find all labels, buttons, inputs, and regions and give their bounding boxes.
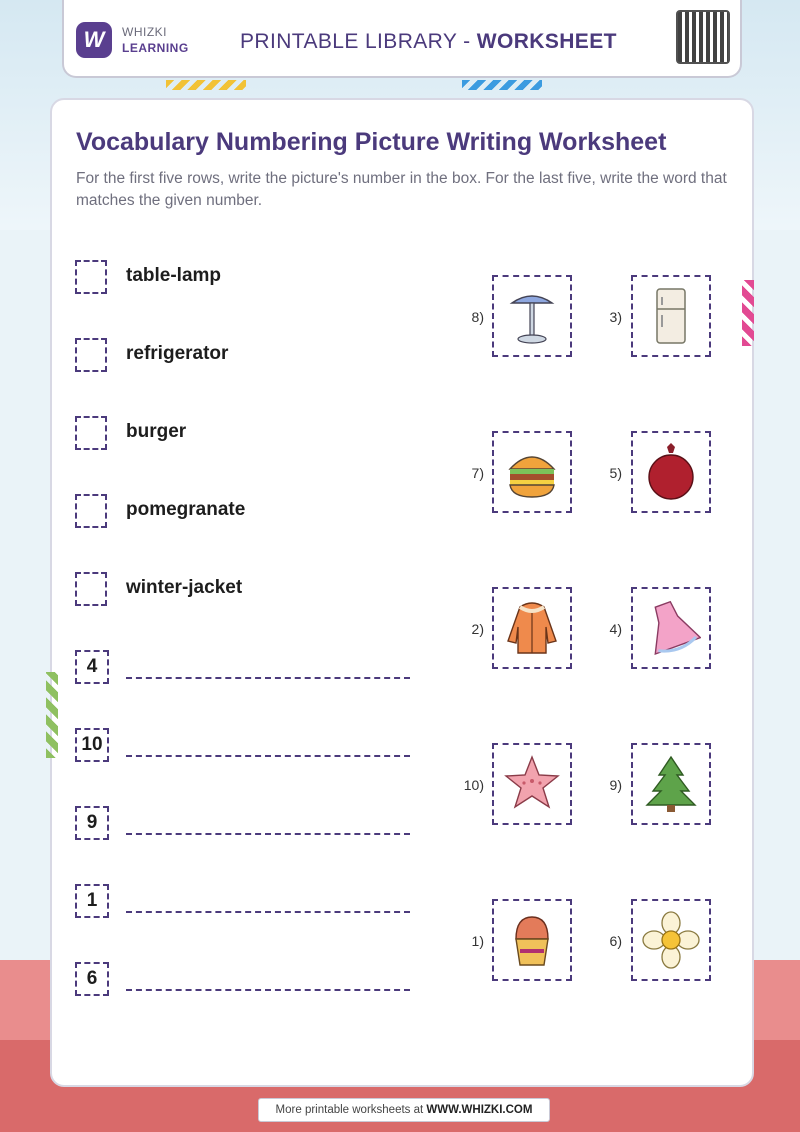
dress-icon (641, 597, 701, 659)
logo-icon[interactable]: W (76, 22, 112, 58)
cupcake-icon (502, 909, 562, 971)
daffodil-icon (641, 909, 701, 971)
writing-line[interactable] (126, 677, 410, 679)
answer-box[interactable] (75, 338, 107, 372)
logo-line2: LEARNING (122, 41, 189, 55)
logo-text[interactable] (122, 24, 189, 56)
picture-card (631, 431, 711, 513)
qr-code-icon (676, 10, 730, 64)
word-label: pomegranate (126, 499, 246, 520)
pine-tree-icon (641, 753, 701, 815)
number-box: 9 (75, 806, 109, 840)
picture-card (492, 743, 572, 825)
answer-box[interactable] (75, 416, 107, 450)
number-box: 1 (75, 884, 109, 918)
picture-label: 1) (471, 933, 484, 949)
number-box: 4 (75, 650, 109, 684)
word-label: table-lamp (126, 265, 222, 286)
header-title (240, 30, 617, 54)
number-box: 10 (75, 728, 109, 762)
writing-line[interactable] (126, 989, 410, 991)
decorative-stripe-yellow (166, 80, 246, 90)
worksheet-title: Vocabulary Numbering Picture Writing Worksheet (76, 128, 667, 156)
table-lamp-icon (502, 285, 562, 347)
picture-label: 10) (463, 777, 484, 793)
writing-line[interactable] (126, 755, 410, 757)
picture-label: 7) (471, 465, 484, 481)
picture-label: 4) (609, 621, 622, 637)
picture-card (492, 431, 572, 513)
footer-text: More printable worksheets at (275, 1104, 427, 1116)
header-bar (62, 0, 742, 78)
picture-card (492, 899, 572, 981)
picture-label: 2) (471, 621, 484, 637)
starfish-icon (502, 753, 562, 815)
word-label: winter-jacket (126, 577, 243, 598)
answer-box[interactable] (75, 494, 107, 528)
decorative-stripe-green (46, 672, 58, 758)
footer-banner (258, 1098, 550, 1122)
picture-label: 8) (471, 309, 484, 325)
decorative-stripe-blue (462, 80, 542, 90)
header-title-bold: WORKSHEET (476, 30, 617, 53)
picture-label: 3) (609, 309, 622, 325)
answer-box[interactable] (75, 572, 107, 606)
writing-line[interactable] (126, 911, 410, 913)
writing-line[interactable] (126, 833, 410, 835)
pomegranate-icon (641, 441, 701, 503)
answer-box[interactable] (75, 260, 107, 294)
winter-jacket-icon (502, 597, 562, 659)
picture-label: 6) (609, 933, 622, 949)
footer-link[interactable]: WWW.WHIZKI.COM (426, 1104, 533, 1116)
worksheet-instructions: For the first five rows, write the picture's number in the box. For the last five, write the word that matches the given number. (76, 170, 727, 209)
word-label: burger (126, 421, 187, 442)
picture-card (631, 743, 711, 825)
picture-card (492, 275, 572, 357)
picture-card (631, 899, 711, 981)
word-label: refrigerator (126, 343, 229, 364)
header-title-prefix: PRINTABLE LIBRARY - (240, 30, 477, 53)
logo-line1: WHIZKI (122, 25, 167, 39)
picture-card (631, 275, 711, 357)
number-box: 6 (75, 962, 109, 996)
decorative-stripe-pink (742, 280, 754, 346)
picture-card (492, 587, 572, 669)
burger-icon (502, 441, 562, 503)
refrigerator-icon (641, 285, 701, 347)
picture-label: 9) (609, 777, 622, 793)
picture-label: 5) (609, 465, 622, 481)
picture-card (631, 587, 711, 669)
